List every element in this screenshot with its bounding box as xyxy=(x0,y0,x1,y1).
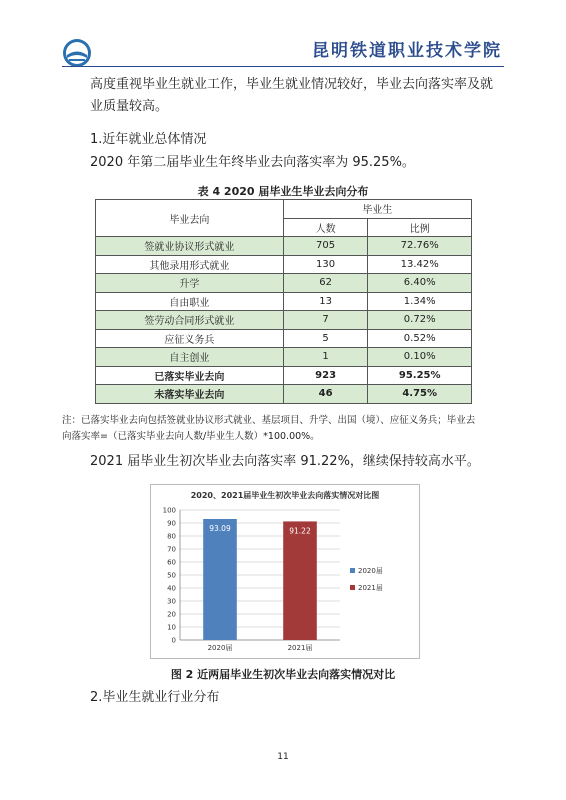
destination-table xyxy=(95,199,472,404)
table-row xyxy=(96,237,472,256)
table-cell-ratio: 95.25% xyxy=(368,366,472,385)
chart-y-tick-label: 90 xyxy=(167,519,176,528)
table-note-line-2: 向落实率=（已落实毕业去向人数/毕业生人数）*100.00%。 xyxy=(62,431,320,442)
intro-line-2: 业质量较高。 xyxy=(90,99,169,114)
table-cell-destination: 应征义务兵 xyxy=(96,329,284,348)
table-cell-destination: 未落实毕业去向 xyxy=(96,385,284,404)
chart-legend-swatch xyxy=(350,585,355,590)
table-cell-ratio: 0.10% xyxy=(368,348,472,367)
table-header-ratio: 比例 xyxy=(368,218,472,237)
chart-x-tick-label: 2020届 xyxy=(207,644,233,652)
chart-y-tick-label: 0 xyxy=(171,636,176,645)
table-cell-count: 13 xyxy=(283,292,368,311)
section-heading-1: 1.近年就业总体情况 xyxy=(90,132,207,147)
table-row xyxy=(96,348,472,367)
chart-y-tick-label: 40 xyxy=(167,584,176,593)
school-name: 昆明铁道职业技术学院 xyxy=(312,41,502,61)
table-cell-destination: 签就业协议形式就业 xyxy=(96,237,284,256)
table-cell-ratio: 0.72% xyxy=(368,311,472,330)
table-row xyxy=(96,366,472,385)
chart-y-tick-label: 70 xyxy=(167,545,176,554)
table-row xyxy=(96,385,472,404)
comparison-chart xyxy=(150,484,420,659)
table-cell-count: 923 xyxy=(283,366,368,385)
table-cell-count: 62 xyxy=(283,274,368,293)
table-header-row xyxy=(96,200,472,219)
chart-x-tick-label: 2021届 xyxy=(287,644,313,652)
figure-caption: 图 2 近两届毕业生初次毕业去向落实情况对比 xyxy=(170,668,396,681)
chart-bar xyxy=(203,519,237,640)
chart-y-tick-label: 80 xyxy=(167,532,176,541)
table-row xyxy=(96,274,472,293)
table-cell-ratio: 1.34% xyxy=(368,292,472,311)
table-header-destination: 毕业去向 xyxy=(96,200,284,237)
table-row xyxy=(96,329,472,348)
table-caption: 表 4 2020 届毕业生毕业去向分布 xyxy=(197,185,369,198)
table-header-group: 毕业生 xyxy=(283,200,471,219)
table-cell-destination: 自由职业 xyxy=(96,292,284,311)
chart-legend-label: 2021届 xyxy=(358,584,383,592)
chart-y-tick-label: 50 xyxy=(167,571,176,580)
table-cell-ratio: 0.52% xyxy=(368,329,472,348)
table-cell-count: 7 xyxy=(283,311,368,330)
table-cell-count: 46 xyxy=(283,385,368,404)
table-cell-destination: 已落实毕业去向 xyxy=(96,366,284,385)
table-cell-ratio: 4.75% xyxy=(368,385,472,404)
chart-y-tick-label: 10 xyxy=(167,623,176,632)
table-cell-count: 1 xyxy=(283,348,368,367)
table-row xyxy=(96,311,472,330)
header-divider xyxy=(62,66,504,67)
chart-svg xyxy=(150,484,420,659)
chart-title: 2020、2021届毕业生初次毕业去向落实情况对比图 xyxy=(190,491,380,500)
chart-data-label: 93.09 xyxy=(209,523,231,533)
table-cell-destination: 升学 xyxy=(96,274,284,293)
chart-bar xyxy=(283,521,317,640)
table-cell-count: 705 xyxy=(283,237,368,256)
table-row xyxy=(96,292,472,311)
table-row xyxy=(96,255,472,274)
chart-y-tick-label: 20 xyxy=(167,610,176,619)
chart-legend-label: 2020届 xyxy=(358,567,383,575)
page-number: 11 xyxy=(277,752,289,762)
table-cell-count: 5 xyxy=(283,329,368,348)
intro-line-1: 高度重视毕业生就业工作，毕业生就业情况较好，毕业去向落实率及就 xyxy=(90,77,494,92)
section-heading-2: 2.毕业生就业行业分布 xyxy=(90,690,220,705)
chart-y-tick-label: 30 xyxy=(167,597,176,606)
table-cell-destination: 其他录用形式就业 xyxy=(96,255,284,274)
table-note xyxy=(62,413,510,445)
table-note-line-1: 注：已落实毕业去向包括签就业协议形式就业、基层项目、升学、出国（境）、应征义务兵；毕业去 xyxy=(62,415,476,426)
chart-y-tick-label: 100 xyxy=(162,506,176,515)
table-cell-ratio: 72.76% xyxy=(368,237,472,256)
summary-paragraph: 2020 年第二届毕业生年终毕业去向落实率为 95.25%。 xyxy=(90,155,415,170)
table-cell-destination: 自主创业 xyxy=(96,348,284,367)
chart-data-label: 91.22 xyxy=(289,526,311,536)
chart-y-tick-label: 60 xyxy=(167,558,176,567)
table-cell-destination: 签劳动合同形式就业 xyxy=(96,311,284,330)
table-cell-ratio: 13.42% xyxy=(368,255,472,274)
table-cell-ratio: 6.40% xyxy=(368,274,472,293)
rate-2021-paragraph: 2021 届毕业生初次毕业去向落实率 91.22%，继续保持较高水平。 xyxy=(90,454,480,469)
table-cell-count: 130 xyxy=(283,255,368,274)
school-logo-icon xyxy=(62,38,92,68)
chart-legend-swatch xyxy=(350,568,355,573)
table-header-count: 人数 xyxy=(283,218,368,237)
